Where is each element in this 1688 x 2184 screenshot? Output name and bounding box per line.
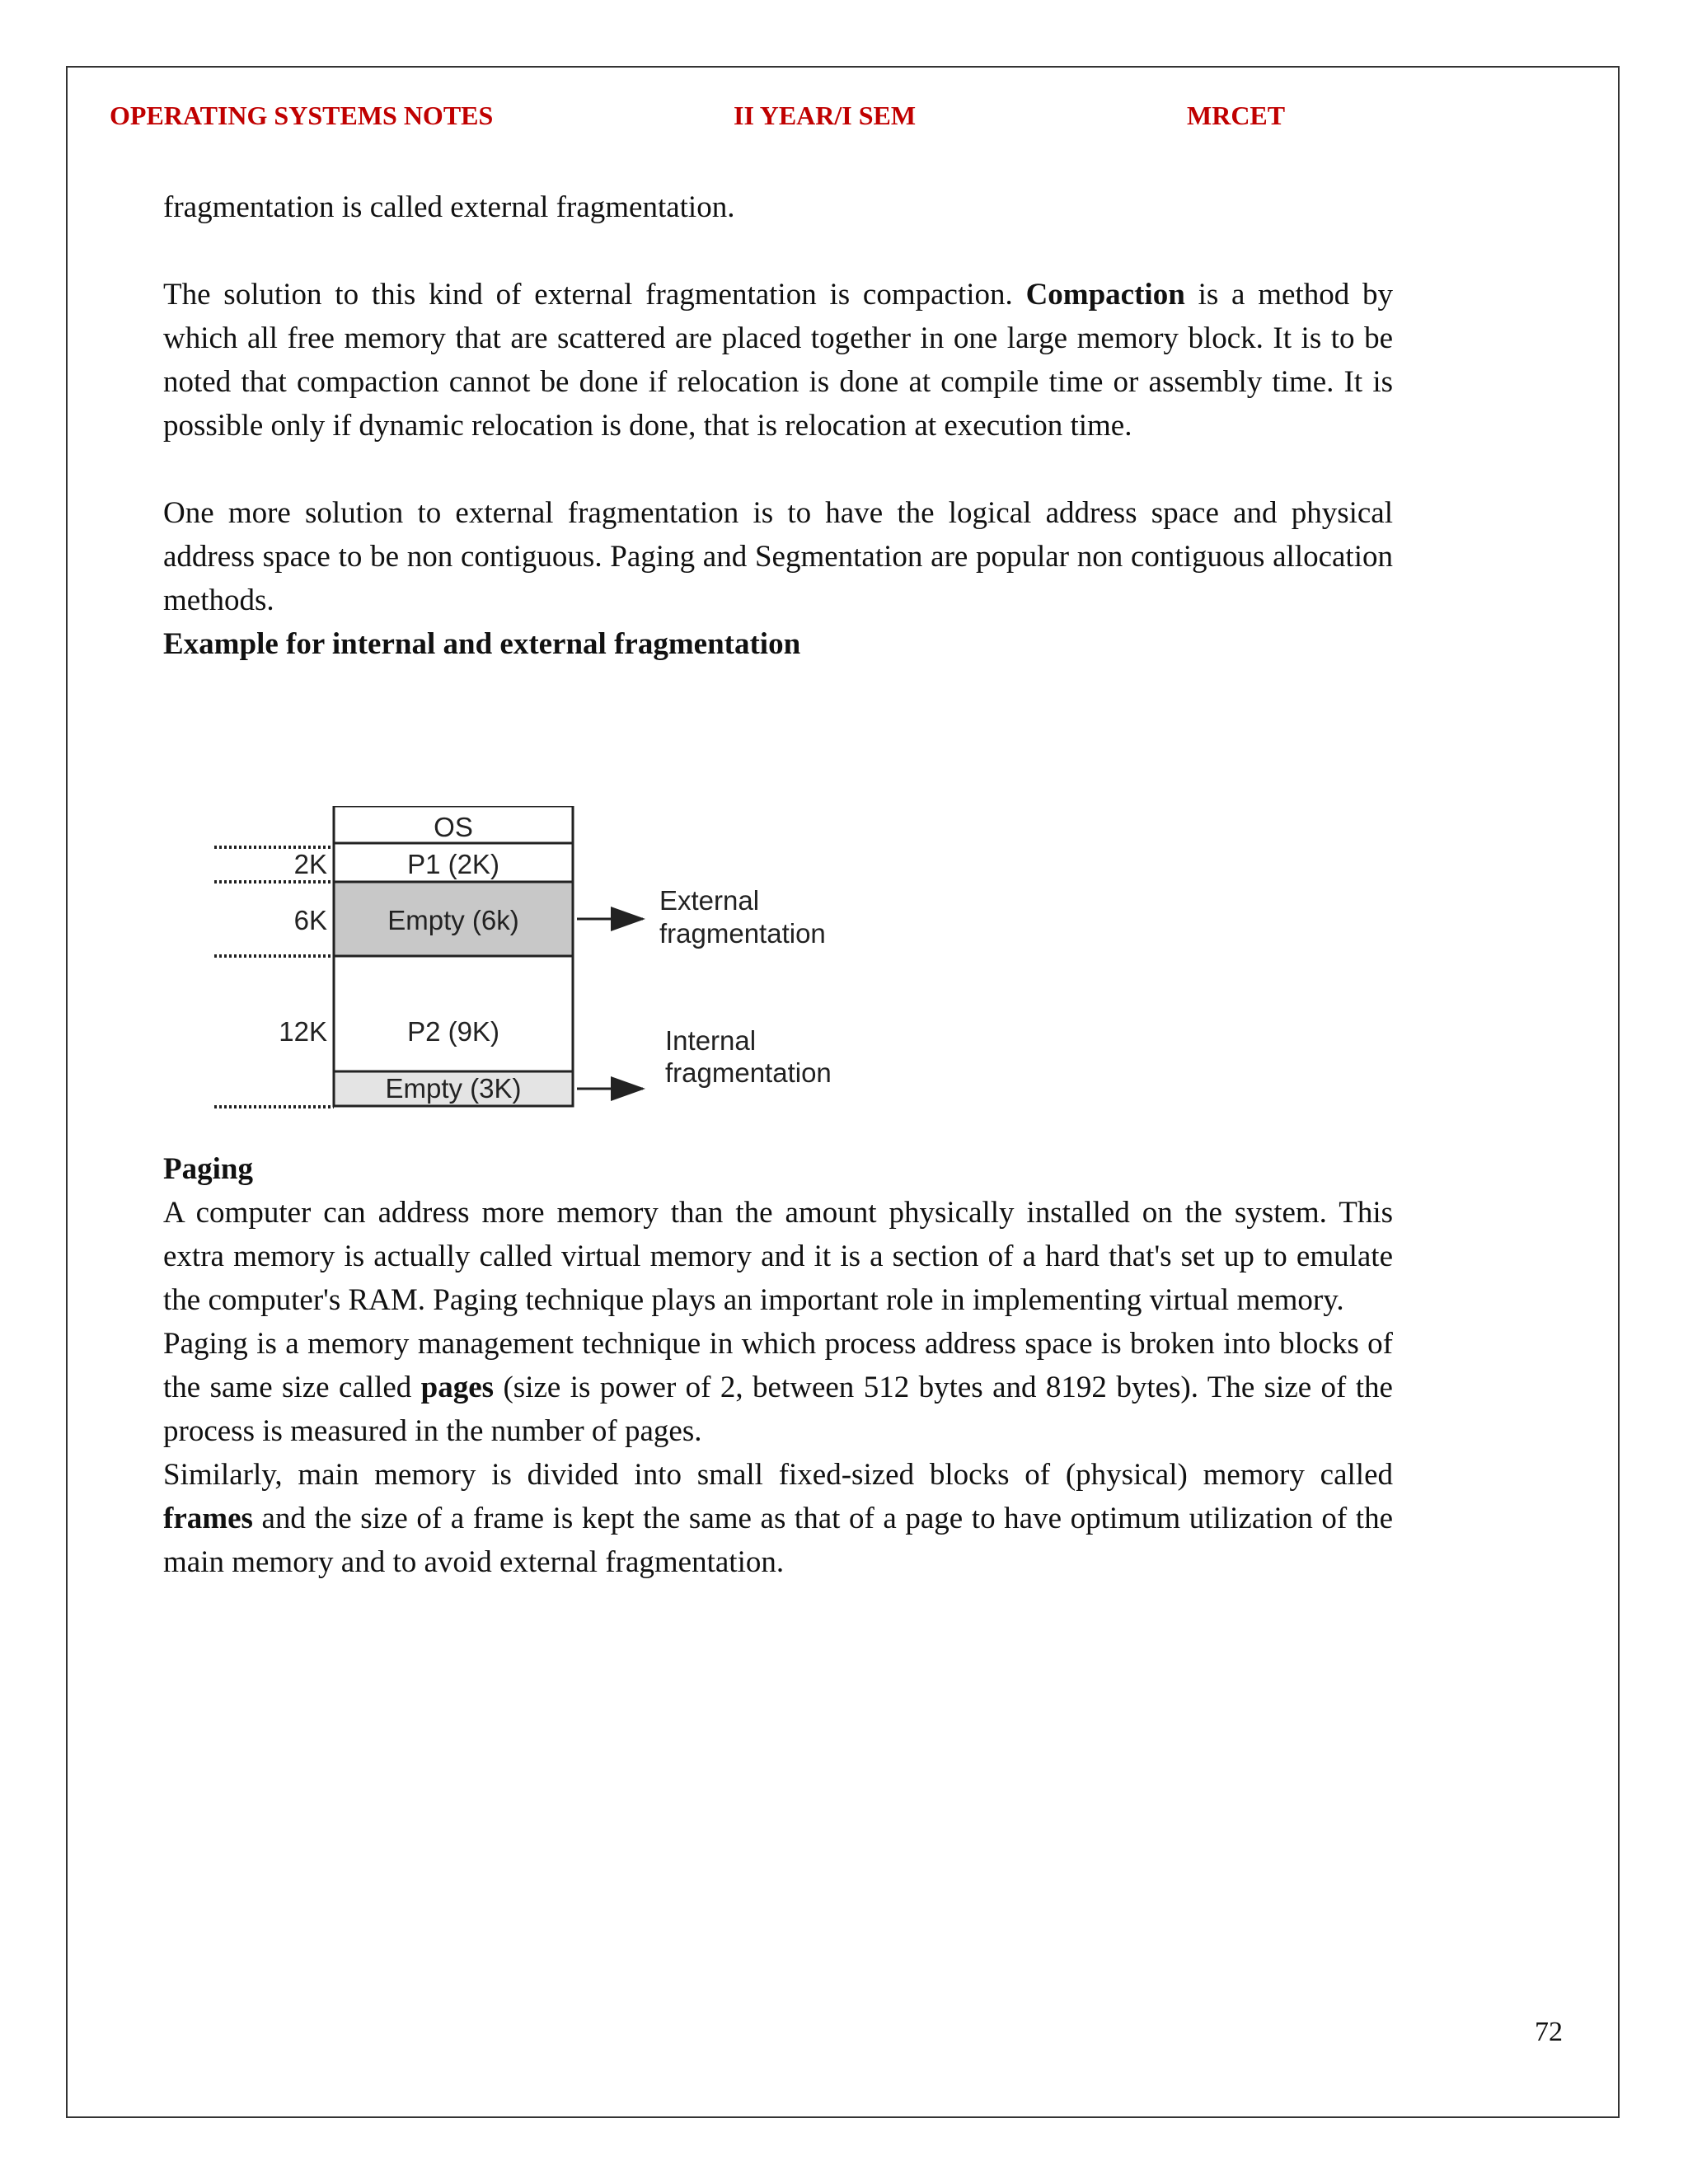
paging-section xyxy=(163,1147,1393,1584)
paragraph-noncontiguous: One more solution to external fragmentation is to have the logical address space and physical address space to be non contiguous. Paging and Segmentation are popular non contiguous allocation methods. xyxy=(163,496,1393,617)
text-run: Paging is a memory management technique in which process address space is broken into blocks of the same size called xyxy=(163,1327,1393,1404)
p1-block-label: P1 (2K) xyxy=(407,849,499,879)
external-label-line1: External xyxy=(659,885,760,916)
empty-3k-label: Empty (3K) xyxy=(385,1073,522,1104)
top-text-block xyxy=(163,185,1393,666)
term-compaction: Compaction xyxy=(1025,278,1185,312)
fragmentation-diagram xyxy=(210,806,853,1119)
term-frames: frames xyxy=(163,1502,253,1535)
paragraph-continuation: fragmentation is called external fragmentation. xyxy=(163,190,735,224)
text-run: is a method by which all free memory that are scattered are placed together in one large memory block. It is to be noted that compaction cannot be done if relocation is done at compile time or assembly time. It is possible only if dynamic relocation is done, that is relocation at execution time. xyxy=(163,278,1393,443)
external-label-line2: fragmentation xyxy=(659,918,826,949)
text-run: and the size of a frame is kept the same as that of a page to have optimum utilization of the main memory and to avoid external fragmentation. xyxy=(163,1502,1393,1579)
example-heading: Example for internal and external fragmentation xyxy=(163,627,801,661)
paging-heading: Paging xyxy=(163,1152,253,1186)
term-pages: pages xyxy=(420,1371,495,1404)
internal-label-line1: Internal xyxy=(665,1025,757,1056)
header-institution: MRCET xyxy=(1187,101,1286,130)
size-2k-label: 2K xyxy=(293,849,327,879)
text-run: Similarly, main memory is divided into small fixed-sized blocks of (physical) memory called xyxy=(163,1458,1393,1492)
page-number: 72 xyxy=(1535,2017,1563,2047)
paging-paragraph-pages xyxy=(163,1322,1393,1453)
text-run: The solution to this kind of external fragmentation is compaction. xyxy=(163,278,1026,312)
p2-block-label: P2 (9K) xyxy=(407,1016,499,1047)
os-block-label: OS xyxy=(434,812,473,842)
internal-label-line2: fragmentation xyxy=(665,1057,832,1088)
paragraph-compaction xyxy=(163,273,1393,448)
size-6k-label: 6K xyxy=(293,905,327,935)
header-year-semester: II YEAR/I SEM xyxy=(734,101,917,130)
paging-paragraph-frames xyxy=(163,1453,1393,1584)
text-run: (size is power of 2, between 512 bytes and 8192 bytes). The size of the process is measured in the number of pages. xyxy=(163,1371,1393,1448)
empty-6k-label: Empty (6k) xyxy=(387,905,519,935)
paging-paragraph-virtual-memory: A computer can address more memory than the amount physically installed on the system. This extra memory is actually called virtual memory and it is a section of a hard that's set up to emulate the computer's RAM. Paging technique plays an important role in implementing virtual memory. xyxy=(163,1196,1393,1317)
size-12k-label: 12K xyxy=(279,1016,327,1047)
header-course-title: OPERATING SYSTEMS NOTES xyxy=(110,101,494,130)
